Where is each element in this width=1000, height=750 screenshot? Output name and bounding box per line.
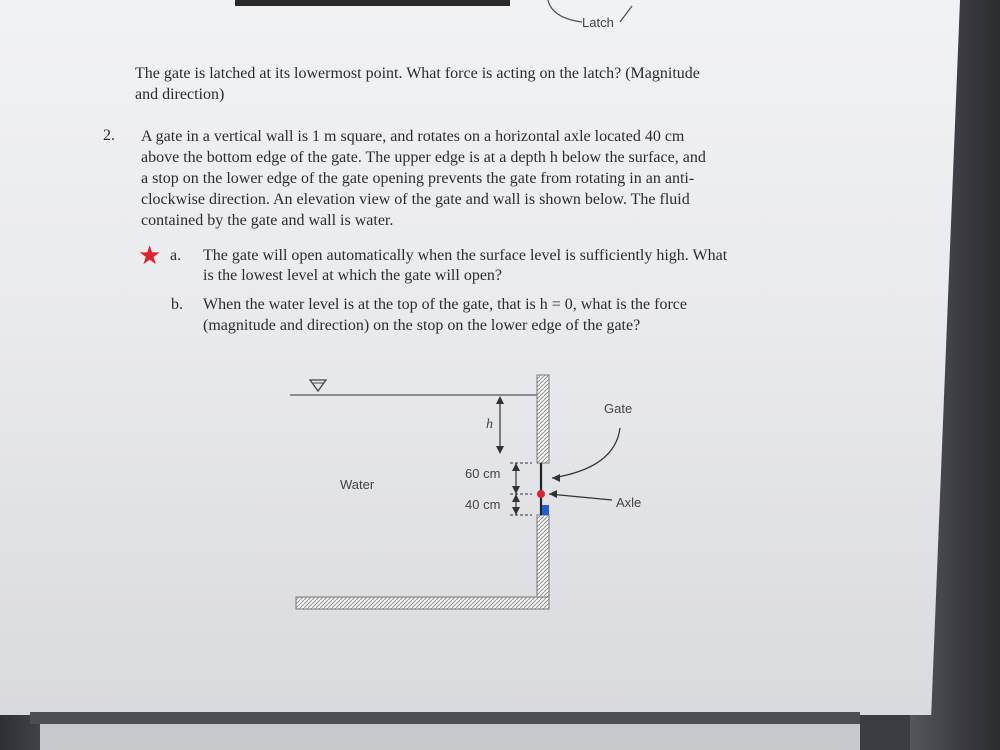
prev-question-line1: The gate is latched at its lowermost point. What force is acting on the latch? (Magnitude — [135, 65, 700, 82]
question-number: 2. — [103, 127, 115, 144]
h-arrow-down — [496, 446, 504, 454]
gate-label: Gate — [604, 401, 633, 416]
h-arrow-up — [496, 396, 504, 404]
h-label: h — [486, 417, 493, 432]
question2-line: contained by the gate and wall is water. — [141, 212, 394, 229]
lower-wall — [537, 515, 549, 609]
question2-line: A gate in a vertical wall is 1 m square, and rotates on a horizontal axle located 40 cm — [141, 128, 685, 145]
dim-arrow — [512, 486, 520, 494]
question2-line: clockwise direction. An elevation view of the gate and wall is shown below. The fluid — [141, 191, 690, 208]
dim-40-label: 40 cm — [465, 497, 501, 512]
question2-line: a stop on the lower edge of the gate opening prevents the gate from rotating in an anti- — [141, 170, 695, 187]
part-b-line1: When the water level is at the top of the gate, that is h = 0, what is the force — [203, 296, 687, 313]
gate-leader — [552, 428, 620, 478]
part-a-line2: is the lowest level at which the gate will open? — [203, 267, 503, 284]
star-icon: ★ — [138, 241, 162, 270]
part-b-label: b. — [171, 296, 183, 313]
gate-stop — [542, 505, 549, 515]
upper-wall — [537, 375, 549, 463]
part-b-line2: (magnitude and direction) on the stop on the lower edge of the gate? — [203, 317, 641, 334]
water-label: Water — [340, 477, 375, 492]
axle-point — [537, 490, 545, 498]
dim-60-label: 60 cm — [465, 466, 501, 481]
part-a-line1: The gate will open automatically when the surface level is sufficiently high. What — [203, 247, 728, 264]
dim-arrow — [512, 494, 520, 502]
floor — [296, 597, 549, 609]
part-a-label: a. — [170, 247, 182, 264]
question2-line: above the bottom edge of the gate. The upper edge is at a depth h below the surface, and — [141, 149, 706, 166]
surface-level-symbol — [310, 380, 326, 391]
axle-leader-arrow — [549, 490, 557, 498]
gate-leader-arrow — [552, 474, 560, 482]
axle-label: Axle — [616, 495, 642, 510]
axle-leader — [549, 494, 612, 500]
latch-label: Latch — [582, 15, 614, 30]
prev-question-line2: and direction) — [135, 86, 225, 103]
dim-arrow — [512, 463, 520, 471]
dim-arrow — [512, 507, 520, 515]
